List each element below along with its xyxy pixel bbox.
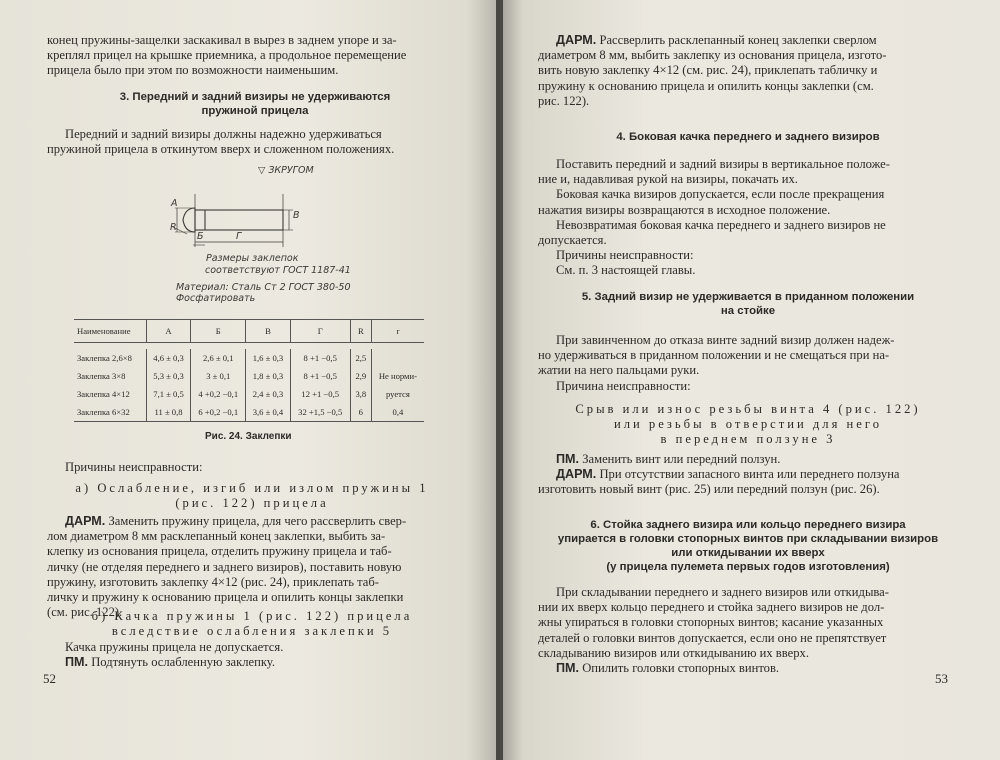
- darm-paragraph: [47, 514, 457, 620]
- text-line: б) Качка пружины 1 (рис. 122) прицела: [91, 609, 413, 623]
- table-cell: 4 +0,2 −0,1: [191, 385, 246, 403]
- table-header-row: [74, 320, 424, 343]
- text-line: Подтянуть ослабленную заклепку.: [88, 655, 275, 670]
- column-header: Г: [290, 320, 350, 343]
- table-cell: 2,9: [350, 367, 371, 385]
- text-line: пружину к основанию прицела и опилить концы заклепки (см.: [538, 78, 874, 93]
- text-line: креплял прицел на крышке приемника, а продольное перемещение: [47, 48, 407, 63]
- heading-line: 4. Боковая качка переднего и заднего визиров: [616, 131, 880, 143]
- text-line: вследствие ослабления заклепки 5: [111, 624, 393, 639]
- column-header: r: [371, 320, 424, 343]
- text-line: (рис. 122) прицела: [175, 496, 329, 511]
- cause-b: [47, 609, 457, 639]
- cause: [538, 402, 958, 448]
- text-line: но удерживаться в приданном положении и не смещаться при на-: [538, 348, 890, 363]
- pm-label: ПМ.: [556, 452, 580, 466]
- darm-label: ДАРМ.: [556, 33, 597, 47]
- text-line: изготовить новый винт (рис. 25) или передний ползун (рис. 26).: [538, 482, 880, 497]
- repair-paragraph: [538, 452, 953, 498]
- table-cell: Не норми-: [371, 367, 424, 385]
- text-line: деталей о головки винтов допускается, если оно не препятствует: [538, 630, 887, 645]
- text-line: Невозвратимая боковая качка переднего и заднего визиров не: [556, 217, 886, 232]
- table-cell: 3,6 ± 0,4: [246, 403, 290, 422]
- text-line: конец пружины-защелки заскакивал в вырез в заднем упоре и за-: [47, 33, 397, 47]
- table-cell: 2,5: [350, 349, 371, 367]
- darm-label: ДАРМ.: [556, 467, 597, 482]
- text-line: Передний и задний визиры должны надежно удерживаться: [65, 127, 382, 141]
- text-line: допускается.: [538, 233, 607, 248]
- table-cell: [371, 349, 424, 367]
- table-cell: 1,8 ± 0,3: [246, 367, 290, 385]
- heading-line: на стойке: [720, 305, 776, 317]
- text-line: При складывании переднего и заднего визиров или откидыва-: [556, 585, 889, 599]
- dim-v-label: В: [293, 210, 300, 221]
- pm-label: ПМ.: [556, 661, 580, 676]
- text-line: личку (не отделяя переднего и заднего визиров), поставить новую: [47, 559, 402, 574]
- section-4-paragraph: [538, 157, 948, 279]
- table-cell: Заклепка 2,6×8: [77, 353, 132, 363]
- table-row: [74, 367, 424, 385]
- text-line: Поставить передний и задний визиры в вертикальное положе-: [556, 157, 890, 171]
- text-line: клепку из основания прицела, отделить пружину прицела и таб-: [47, 544, 392, 559]
- text-line: При завинченном до отказа винте задний визир должен надеж-: [556, 333, 895, 347]
- text-line: Причины неисправности:: [556, 248, 694, 263]
- intro-paragraph: [47, 33, 457, 79]
- text-line: При отсутствии запасного винта или переднего ползуна: [596, 467, 900, 482]
- section-5-heading: [538, 290, 958, 318]
- dim-a-label: A: [171, 198, 178, 209]
- figure-note: Размеры заклепок: [206, 253, 299, 264]
- column-header: R: [350, 320, 371, 343]
- table-cell: Заклепка 3×8: [77, 371, 126, 381]
- causes-label: Причины неисправности:: [65, 460, 203, 474]
- table-cell: руется: [371, 385, 424, 403]
- table-cell: 2,4 ± 0,3: [246, 385, 290, 403]
- text-line: Опилить головки стопорных винтов.: [579, 661, 780, 676]
- text-line: или резьбы в отверстии для него: [613, 417, 882, 432]
- table-cell: Заклепка 4×12: [77, 389, 130, 399]
- darm-paragraph: [538, 33, 948, 109]
- column-header: А: [146, 320, 190, 343]
- cause-b-note: [47, 640, 457, 670]
- figure-note: соответствуют ГОСТ 1187-41: [205, 265, 351, 276]
- table-cell: 4,6 ± 0,3: [146, 349, 190, 367]
- rivet-spec-table: [74, 319, 424, 422]
- text-line: Причина неисправности:: [556, 378, 691, 393]
- heading-line: или откидывании их вверх: [671, 547, 825, 559]
- section-6-heading: [538, 518, 958, 574]
- cause-a: [47, 481, 457, 511]
- dim-g-label: Г: [236, 231, 242, 242]
- figure-note: Материал: Сталь Ст 2 ГОСТ 380-50: [176, 282, 351, 293]
- rivet-head: [183, 208, 195, 232]
- figure-caption: Рис. 24. Заклепки: [205, 431, 292, 442]
- text-line: Качка пружины прицела не допускается.: [65, 640, 284, 654]
- text-line: Срыв или износ резьбы винта 4 (рис. 122): [575, 402, 921, 416]
- table-cell: Заклепка 6×32: [74, 403, 146, 422]
- table-cell: 12 +1 −0,5: [290, 385, 350, 403]
- table-cell: 32 +1,5 −0,5: [290, 403, 350, 422]
- text-line: пружину, изготовить заклепку 4×12 (рис. 24), приклепать таб-: [47, 574, 379, 589]
- text-line: складыванию визиров или откидыванию их вверх.: [538, 645, 809, 660]
- text-line: личку и пружину к основанию прицела и опилить концы заклепки: [47, 590, 404, 605]
- text-line: диаметром 8 мм, выбить заклепку из основания прицела, изгото-: [538, 48, 887, 63]
- heading-line: 5. Задний визир не удерживается в приданном положении: [581, 291, 915, 303]
- table-cell: 0,4: [371, 403, 424, 422]
- pm-label: ПМ.: [65, 655, 89, 670]
- text-line: нажатия визиры возвращаются в исходное положение.: [538, 202, 831, 217]
- section-6-paragraph: [538, 585, 953, 676]
- text-line: Рассверлить расклепанный конец заклепки сверлом: [596, 33, 877, 47]
- text-line: Боковая качка визиров допускается, если после прекращения: [556, 187, 885, 202]
- text-line: рис. 122).: [538, 93, 590, 108]
- dim-b-label: Б: [197, 231, 204, 242]
- table-row: [74, 403, 424, 422]
- column-header: В: [246, 320, 290, 343]
- heading-line: 6. Стойка заднего визира или кольцо переднего визира: [590, 519, 906, 531]
- text-line: в переднем ползуне 3: [660, 432, 836, 447]
- dim-r-label: R: [170, 222, 177, 233]
- left-page: [0, 0, 497, 760]
- table-cell: 7,1 ± 0,5: [146, 385, 190, 403]
- table-cell: 11 ± 0,8: [146, 403, 190, 422]
- text-line: жатии на него пальцами руки.: [538, 363, 700, 378]
- table-cell: 8 +1 −0,5: [290, 349, 350, 367]
- right-page: [503, 0, 1000, 760]
- table-row: [74, 349, 424, 367]
- text-line: прицела было при этом по возможности наименьшим.: [47, 63, 339, 78]
- figure-note: Фосфатировать: [176, 293, 256, 304]
- text-line: Заменить винт или передний ползун.: [579, 452, 781, 466]
- section-4-heading: [538, 130, 958, 144]
- text-line: пружиной прицела в откинутом вверх и сложенном положениях.: [47, 142, 395, 157]
- heading-line: упирается в головки стопорных винтов при складывании визиров: [557, 533, 939, 545]
- table-cell: 6: [350, 403, 371, 422]
- darm-label: ДАРМ.: [65, 514, 106, 528]
- text-line: а) Ослабление, изгиб или излом пружины 1: [75, 481, 429, 495]
- table-cell: 2,6 ± 0,1: [191, 349, 246, 367]
- text-line: Заменить пружину прицела, для чего рассверлить свер-: [105, 514, 407, 528]
- page-number: 53: [935, 671, 948, 686]
- text-line: (см. рис. 122).: [47, 605, 123, 620]
- section-3-heading: [60, 90, 450, 118]
- table-row: [74, 385, 424, 403]
- table-cell: 3,8: [350, 385, 371, 403]
- heading-line: пружиной прицела: [201, 105, 309, 117]
- text-line: жны упираться в головки стопорных винтов; касание указанных: [538, 615, 884, 630]
- text-line: ние и, надавливая рукой на визиры, покачать их.: [538, 172, 798, 187]
- page-number: 52: [43, 671, 56, 686]
- section-3-paragraph: [47, 127, 457, 157]
- text-line: См. п. 3 настоящей главы.: [556, 263, 696, 278]
- table-cell: 6 +0,2 −0,1: [191, 403, 246, 422]
- text-line: лом диаметром 8 мм расклепанный конец заклепки, выбить за-: [47, 529, 386, 544]
- text-line: вить новую заклепку 4×12 (см. рис. 24), приклепать табличку и: [538, 63, 878, 78]
- column-header: Б: [191, 320, 246, 343]
- surface-finish-note: ▽ ЗКРУГОМ: [258, 165, 314, 176]
- table-cell: 3 ± 0,1: [191, 367, 246, 385]
- column-header: Наименование: [74, 320, 146, 343]
- heading-line: 3. Передний и задний визиры не удерживаются: [119, 91, 391, 103]
- section-5-paragraph: [538, 333, 948, 394]
- text-line: нии их вверх кольцо переднего и стойка заднего визиров не дол-: [538, 600, 885, 615]
- table-cell: 1,6 ± 0,3: [246, 349, 290, 367]
- table-cell: 8 +1 −0,5: [290, 367, 350, 385]
- table-cell: 5,3 ± 0,3: [146, 367, 190, 385]
- heading-line: (у прицела пулемета первых годов изготовления): [606, 561, 890, 573]
